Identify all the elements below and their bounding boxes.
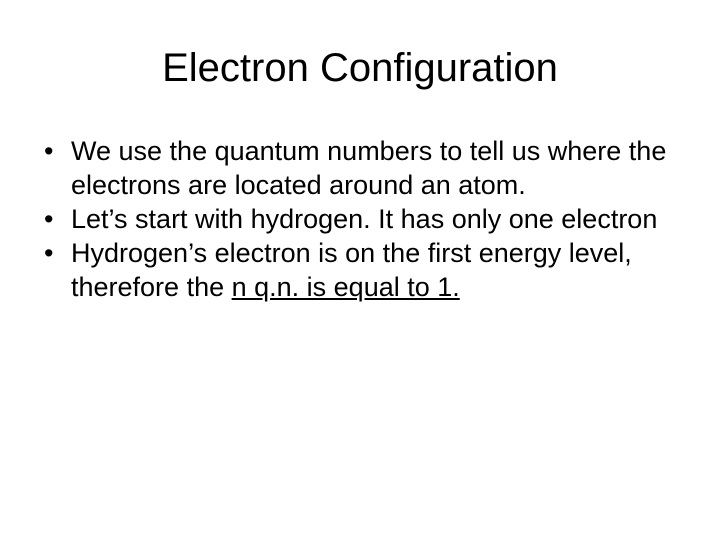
- slide-title: Electron Configuration: [162, 46, 558, 90]
- bullet-text: Hydrogen’s electron is on the first energy level, therefore the: [71, 238, 632, 302]
- bullet-dot-icon: •: [44, 136, 54, 166]
- bullet-dot-icon: •: [44, 238, 54, 268]
- bullet-text: Let’s start with hydrogen. It has only one electron: [71, 204, 658, 234]
- bullet-dot-icon: •: [44, 204, 54, 234]
- bullet-list: [44, 134, 684, 304]
- underlined-phrase: n q.n. is equal to 1.: [231, 272, 460, 302]
- bullet-item-energy-level: [44, 236, 684, 304]
- bullet-item-hydrogen: [44, 202, 684, 236]
- bullet-text: We use the quantum numbers to tell us where the electrons are located around an atom.: [71, 136, 667, 200]
- bullet-item-quantum-numbers: [44, 134, 684, 202]
